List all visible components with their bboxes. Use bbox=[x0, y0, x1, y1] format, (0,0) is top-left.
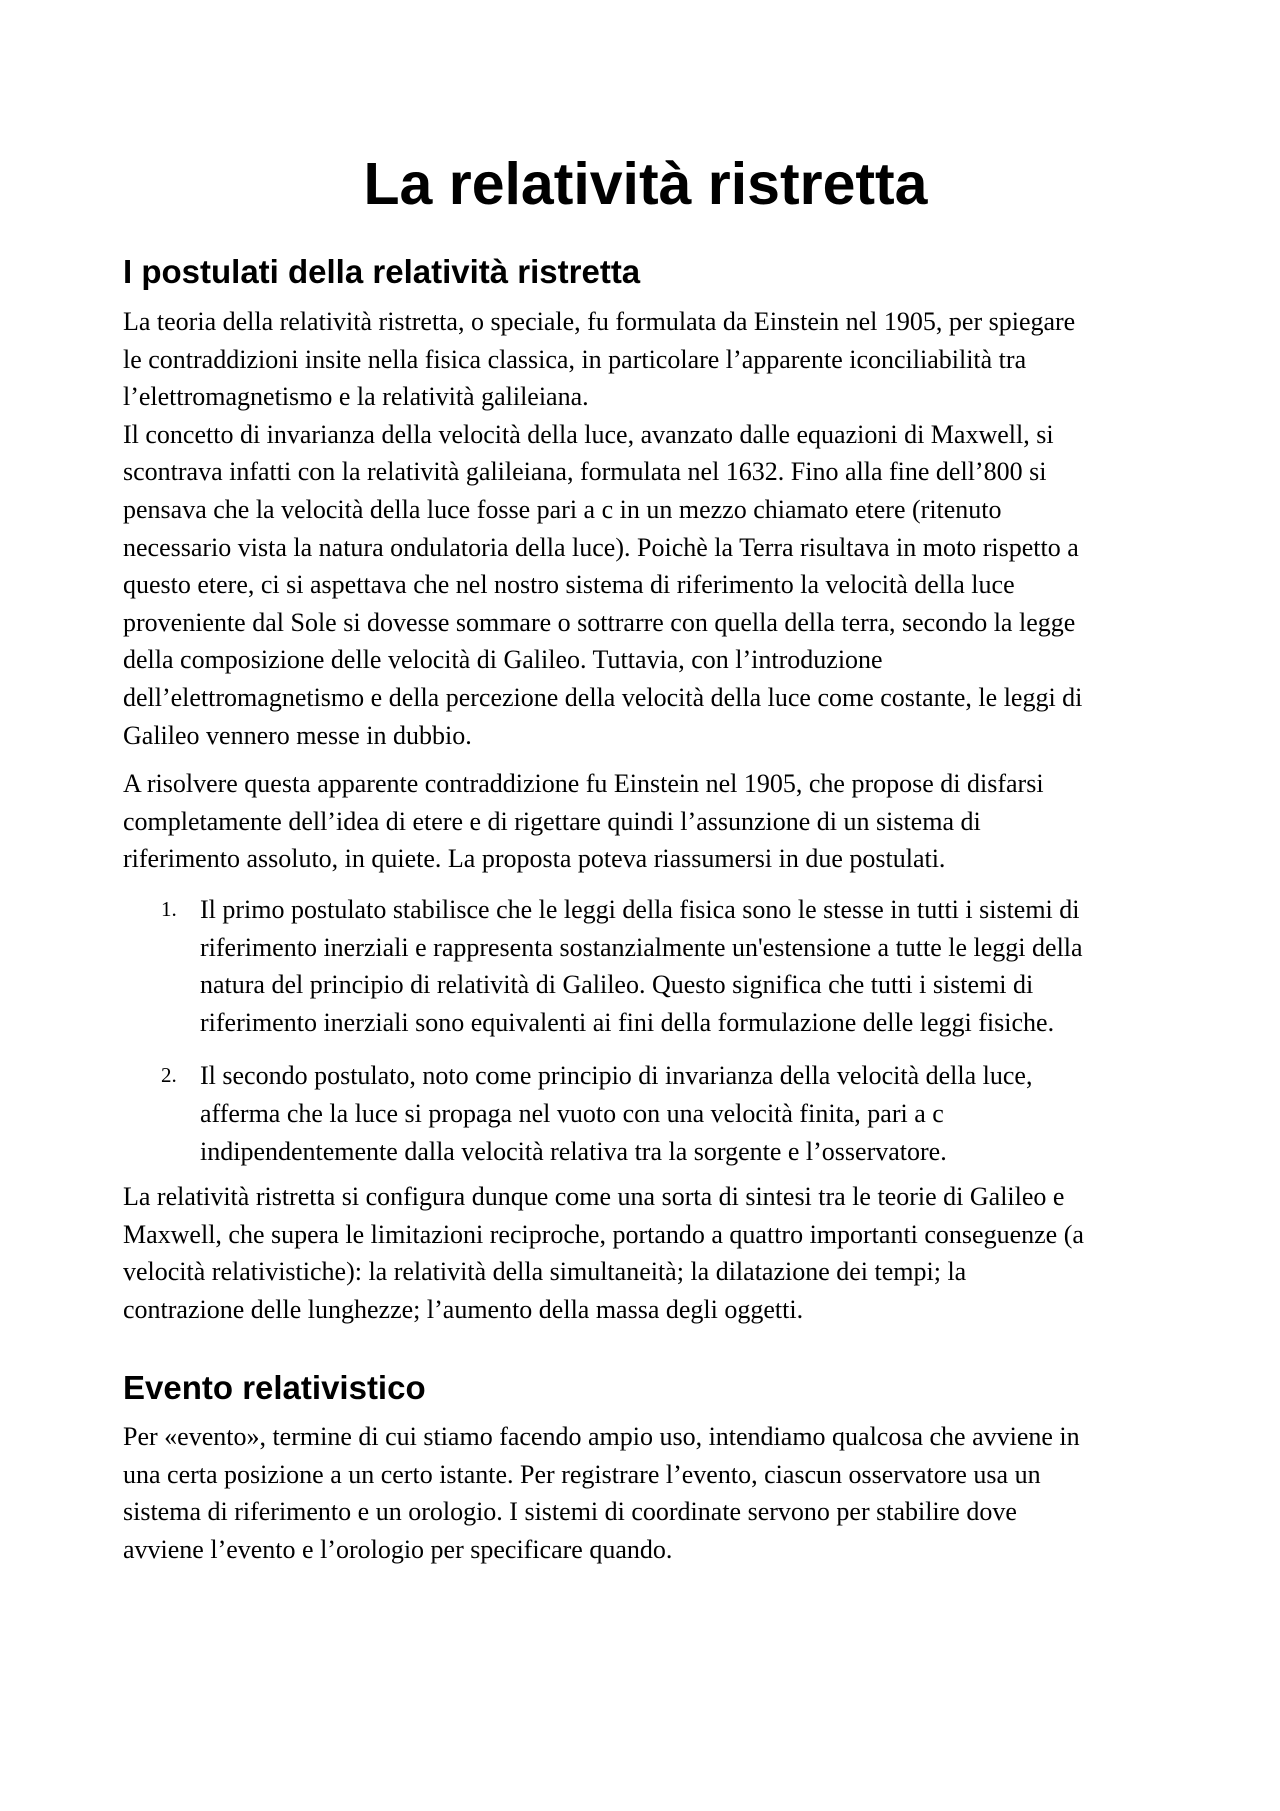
paragraph-intro bbox=[123, 303, 1168, 754]
section-heading-evento: Evento relativistico bbox=[123, 1369, 426, 1406]
text-line: contrazione delle lunghezze; l’aumento della massa degli oggetti. bbox=[123, 1294, 804, 1324]
text-line: le contraddizioni insite nella fisica classica, in particolare l’apparente iconciliabilità tra bbox=[123, 344, 1027, 374]
text-line: riferimento inerziali e rappresenta sostanzialmente un'estensione a tutte le leggi della bbox=[200, 932, 1083, 962]
text-line: l’elettromagnetismo e la relatività galileiana. bbox=[123, 382, 589, 412]
text-line: Per «evento», termine di cui stiamo facendo ampio uso, intendiamo qualcosa che avviene in bbox=[123, 1422, 1080, 1451]
text-line: scontrava infatti con la relatività galileiana, formulata nel 1632. Fino alla fine dell’800 si bbox=[123, 457, 1047, 487]
text-line: avviene l’evento e l’orologio per specificare quando. bbox=[123, 1534, 673, 1564]
list-number: 2. bbox=[161, 1063, 177, 1088]
text-line: riferimento assoluto, in quiete. La proposta poteva riassumersi in due postulati. bbox=[123, 844, 946, 874]
paragraph-sintesi bbox=[123, 1178, 1168, 1328]
list-item bbox=[123, 1057, 1168, 1170]
text-line: Il concetto di invarianza della velocità della luce, avanzato dalle equazioni di Maxwell, si bbox=[123, 419, 1054, 449]
list-number: 1. bbox=[161, 897, 177, 921]
paragraph-evento bbox=[123, 1418, 1168, 1568]
text-line: riferimento inerziali sono equivalenti ai fini della formulazione delle leggi fisiche. bbox=[200, 1007, 1055, 1037]
text-line: natura del principio di relatività di Galileo. Questo significa che tutti i sistemi di bbox=[200, 970, 1034, 1000]
text-line: questo etere, ci si aspettava che nel nostro sistema di riferimento la velocità della luce bbox=[123, 570, 1015, 600]
paragraph-einstein bbox=[123, 765, 1168, 878]
text-line: Il secondo postulato, noto come principio di invarianza della velocità della luce, bbox=[200, 1061, 1033, 1091]
text-line: afferma che la luce si propaga nel vuoto con una velocità finita, pari a c bbox=[200, 1098, 944, 1128]
text-line: La teoria della relatività ristretta, o speciale, fu formulata da Einstein nel 1905, per spiegare bbox=[123, 307, 1076, 336]
text-line: necessario vista la natura ondulatoria della luce). Poichè la Terra risultava in moto rispetto a bbox=[123, 532, 1079, 562]
text-line: pensava che la velocità della luce fosse pari a c in un mezzo chiamato etere (ritenuto bbox=[123, 494, 1002, 524]
text-line: La relatività ristretta si configura dunque come una sorta di sintesi tra le teorie di Galileo e bbox=[123, 1182, 1065, 1211]
text-line: una certa posizione a un certo istante. Per registrare l’evento, ciascun osservatore usa un bbox=[123, 1459, 1041, 1489]
text-line: Maxwell, che supera le limitazioni reciproche, portando a quattro importanti conseguenze (a bbox=[123, 1219, 1084, 1249]
list-item bbox=[123, 891, 1168, 1041]
postulates-list bbox=[123, 891, 1168, 1170]
text-line: Il primo postulato stabilisce che le leggi della fisica sono le stesse in tutti i sistemi di bbox=[200, 895, 1080, 924]
text-line: dell’elettromagnetismo e della percezione della velocità della luce come costante, le leggi di bbox=[123, 682, 1083, 712]
text-line: Galileo vennero messe in dubbio. bbox=[123, 720, 472, 750]
text-line: completamente dell’idea di etere e di rigettare quindi l’assunzione di un sistema di bbox=[123, 806, 981, 836]
text-line: indipendentemente dalla velocità relativa tra la sorgente e l’osservatore. bbox=[200, 1136, 947, 1166]
text-line: della composizione delle velocità di Galileo. Tuttavia, con l’introduzione bbox=[123, 645, 883, 675]
text-line: proveniente dal Sole si dovesse sommare o sottrarre con quella della terra, secondo la legge bbox=[123, 607, 1076, 637]
text-line: A risolvere questa apparente contraddizione fu Einstein nel 1905, che propose di disfarsi bbox=[123, 769, 1044, 798]
text-line: velocità relativistiche): la relatività della simultaneità; la dilatazione dei tempi; la bbox=[123, 1257, 967, 1287]
section-heading-postulati: I postulati della relatività ristretta bbox=[123, 253, 641, 290]
text-line: sistema di riferimento e un orologio. I sistemi di coordinate servono per stabilire dove bbox=[123, 1497, 1017, 1527]
page-title: La relatività ristretta bbox=[363, 151, 928, 217]
